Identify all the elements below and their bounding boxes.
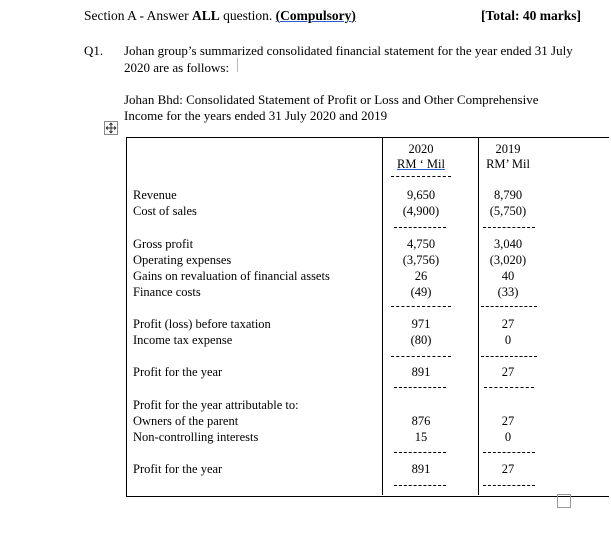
value-2020-non-controlling: 15 bbox=[414, 430, 428, 444]
value-2020-income-tax: (80) bbox=[410, 333, 432, 347]
value-2019-non-controlling: 0 bbox=[504, 430, 512, 444]
row-label-gains-revaluation: Gains on revaluation of financial assets bbox=[133, 269, 330, 283]
row-label-non-controlling: Non-controlling interests bbox=[133, 430, 259, 444]
value-2019-profit-for-year: 27 bbox=[501, 365, 515, 379]
value-2019-revenue: 8,790 bbox=[493, 188, 523, 202]
value-2020-profit-before-tax: 971 bbox=[411, 317, 431, 331]
all-label: ALL bbox=[192, 8, 220, 23]
dash-rule-2019 bbox=[483, 452, 535, 453]
row-label-profit-for-year-total: Profit for the year bbox=[133, 462, 223, 476]
dash-rule-2020 bbox=[394, 227, 446, 228]
row-label-attributable-heading: Profit for the year attributable to: bbox=[133, 398, 299, 412]
total-marks: [Total: 40 marks] bbox=[481, 8, 581, 23]
value-2019-gross-profit: 3,040 bbox=[493, 237, 523, 251]
dash-rule-2019 bbox=[481, 356, 537, 357]
question-word: question. bbox=[219, 8, 276, 23]
section-heading bbox=[84, 8, 356, 24]
dash-rule-2020 bbox=[391, 356, 451, 357]
row-label-profit-for-year: Profit for the year bbox=[133, 365, 223, 379]
dash-rule-2020 bbox=[394, 452, 446, 453]
header-underline-2020 bbox=[391, 176, 451, 177]
year-2020-header: 2020 bbox=[408, 142, 434, 156]
value-2020-cost-of-sales: (4,900) bbox=[402, 204, 440, 218]
value-2020-operating-expenses: (3,756) bbox=[402, 253, 440, 267]
value-2020-owners-parent: 876 bbox=[411, 414, 431, 428]
value-2019-profit-before-tax: 27 bbox=[501, 317, 515, 331]
dash-rule-2019 bbox=[483, 227, 535, 228]
unit-2020-header: RM ‘ Mil bbox=[397, 157, 445, 171]
section-label: Section A bbox=[84, 8, 137, 23]
dash-rule-2019 bbox=[484, 387, 534, 388]
question-number: Q1. bbox=[84, 43, 104, 58]
text-cursor bbox=[237, 58, 239, 72]
value-2020-gross-profit: 4,750 bbox=[406, 237, 436, 251]
value-2019-finance-costs: (33) bbox=[497, 285, 519, 299]
dash-rule-2019 bbox=[481, 306, 537, 307]
year-2019-header: 2019 bbox=[495, 142, 521, 156]
row-label-revenue: Revenue bbox=[133, 188, 177, 202]
question-line-2: 2020 are as follows: bbox=[124, 60, 230, 75]
unit-2019-header: RM’ Mil bbox=[486, 157, 530, 171]
value-2019-owners-parent: 27 bbox=[501, 414, 515, 428]
value-2020-revenue: 9,650 bbox=[406, 188, 436, 202]
value-2020-finance-costs: (49) bbox=[410, 285, 432, 299]
row-label-operating-expenses: Operating expenses bbox=[133, 253, 232, 267]
value-2020-profit-for-year-total: 891 bbox=[411, 462, 431, 476]
value-2019-gains-revaluation: 40 bbox=[501, 269, 515, 283]
value-2020-gains-revaluation: 26 bbox=[414, 269, 428, 283]
value-2019-cost-of-sales: (5,750) bbox=[489, 204, 527, 218]
dash-rule-2020 bbox=[394, 485, 446, 486]
value-2019-income-tax: 0 bbox=[504, 333, 512, 347]
table-move-handle-icon[interactable] bbox=[104, 121, 118, 135]
dash-rule-2019 bbox=[483, 485, 535, 486]
row-label-gross-profit: Gross profit bbox=[133, 237, 194, 251]
column-divider-1 bbox=[382, 137, 383, 495]
dash-rule-2020 bbox=[391, 306, 451, 307]
dash-rule-2020 bbox=[394, 387, 446, 388]
section-separator: - Answer bbox=[136, 8, 193, 23]
value-2020-profit-for-year: 891 bbox=[411, 365, 431, 379]
question-line-1: Johan group’s summarized consolidated financial statement for the year ended 31 July bbox=[124, 43, 573, 58]
table-resize-handle[interactable] bbox=[557, 494, 571, 508]
row-label-profit-before-tax: Profit (loss) before taxation bbox=[133, 317, 271, 331]
row-label-finance-costs: Finance costs bbox=[133, 285, 201, 299]
value-2019-operating-expenses: (3,020) bbox=[489, 253, 527, 267]
statement-title-line-2: Income for the years ended 31 July 2020 and 2019 bbox=[124, 108, 388, 123]
row-label-cost-of-sales: Cost of sales bbox=[133, 204, 197, 218]
statement-title-line-1: Johan Bhd: Consolidated Statement of Profit or Loss and Other Comprehensive bbox=[124, 92, 539, 107]
row-label-owners-parent: Owners of the parent bbox=[133, 414, 239, 428]
compulsory-label: (Compulsory) bbox=[275, 8, 356, 23]
value-2019-profit-for-year-total: 27 bbox=[501, 462, 515, 476]
row-label-income-tax: Income tax expense bbox=[133, 333, 233, 347]
